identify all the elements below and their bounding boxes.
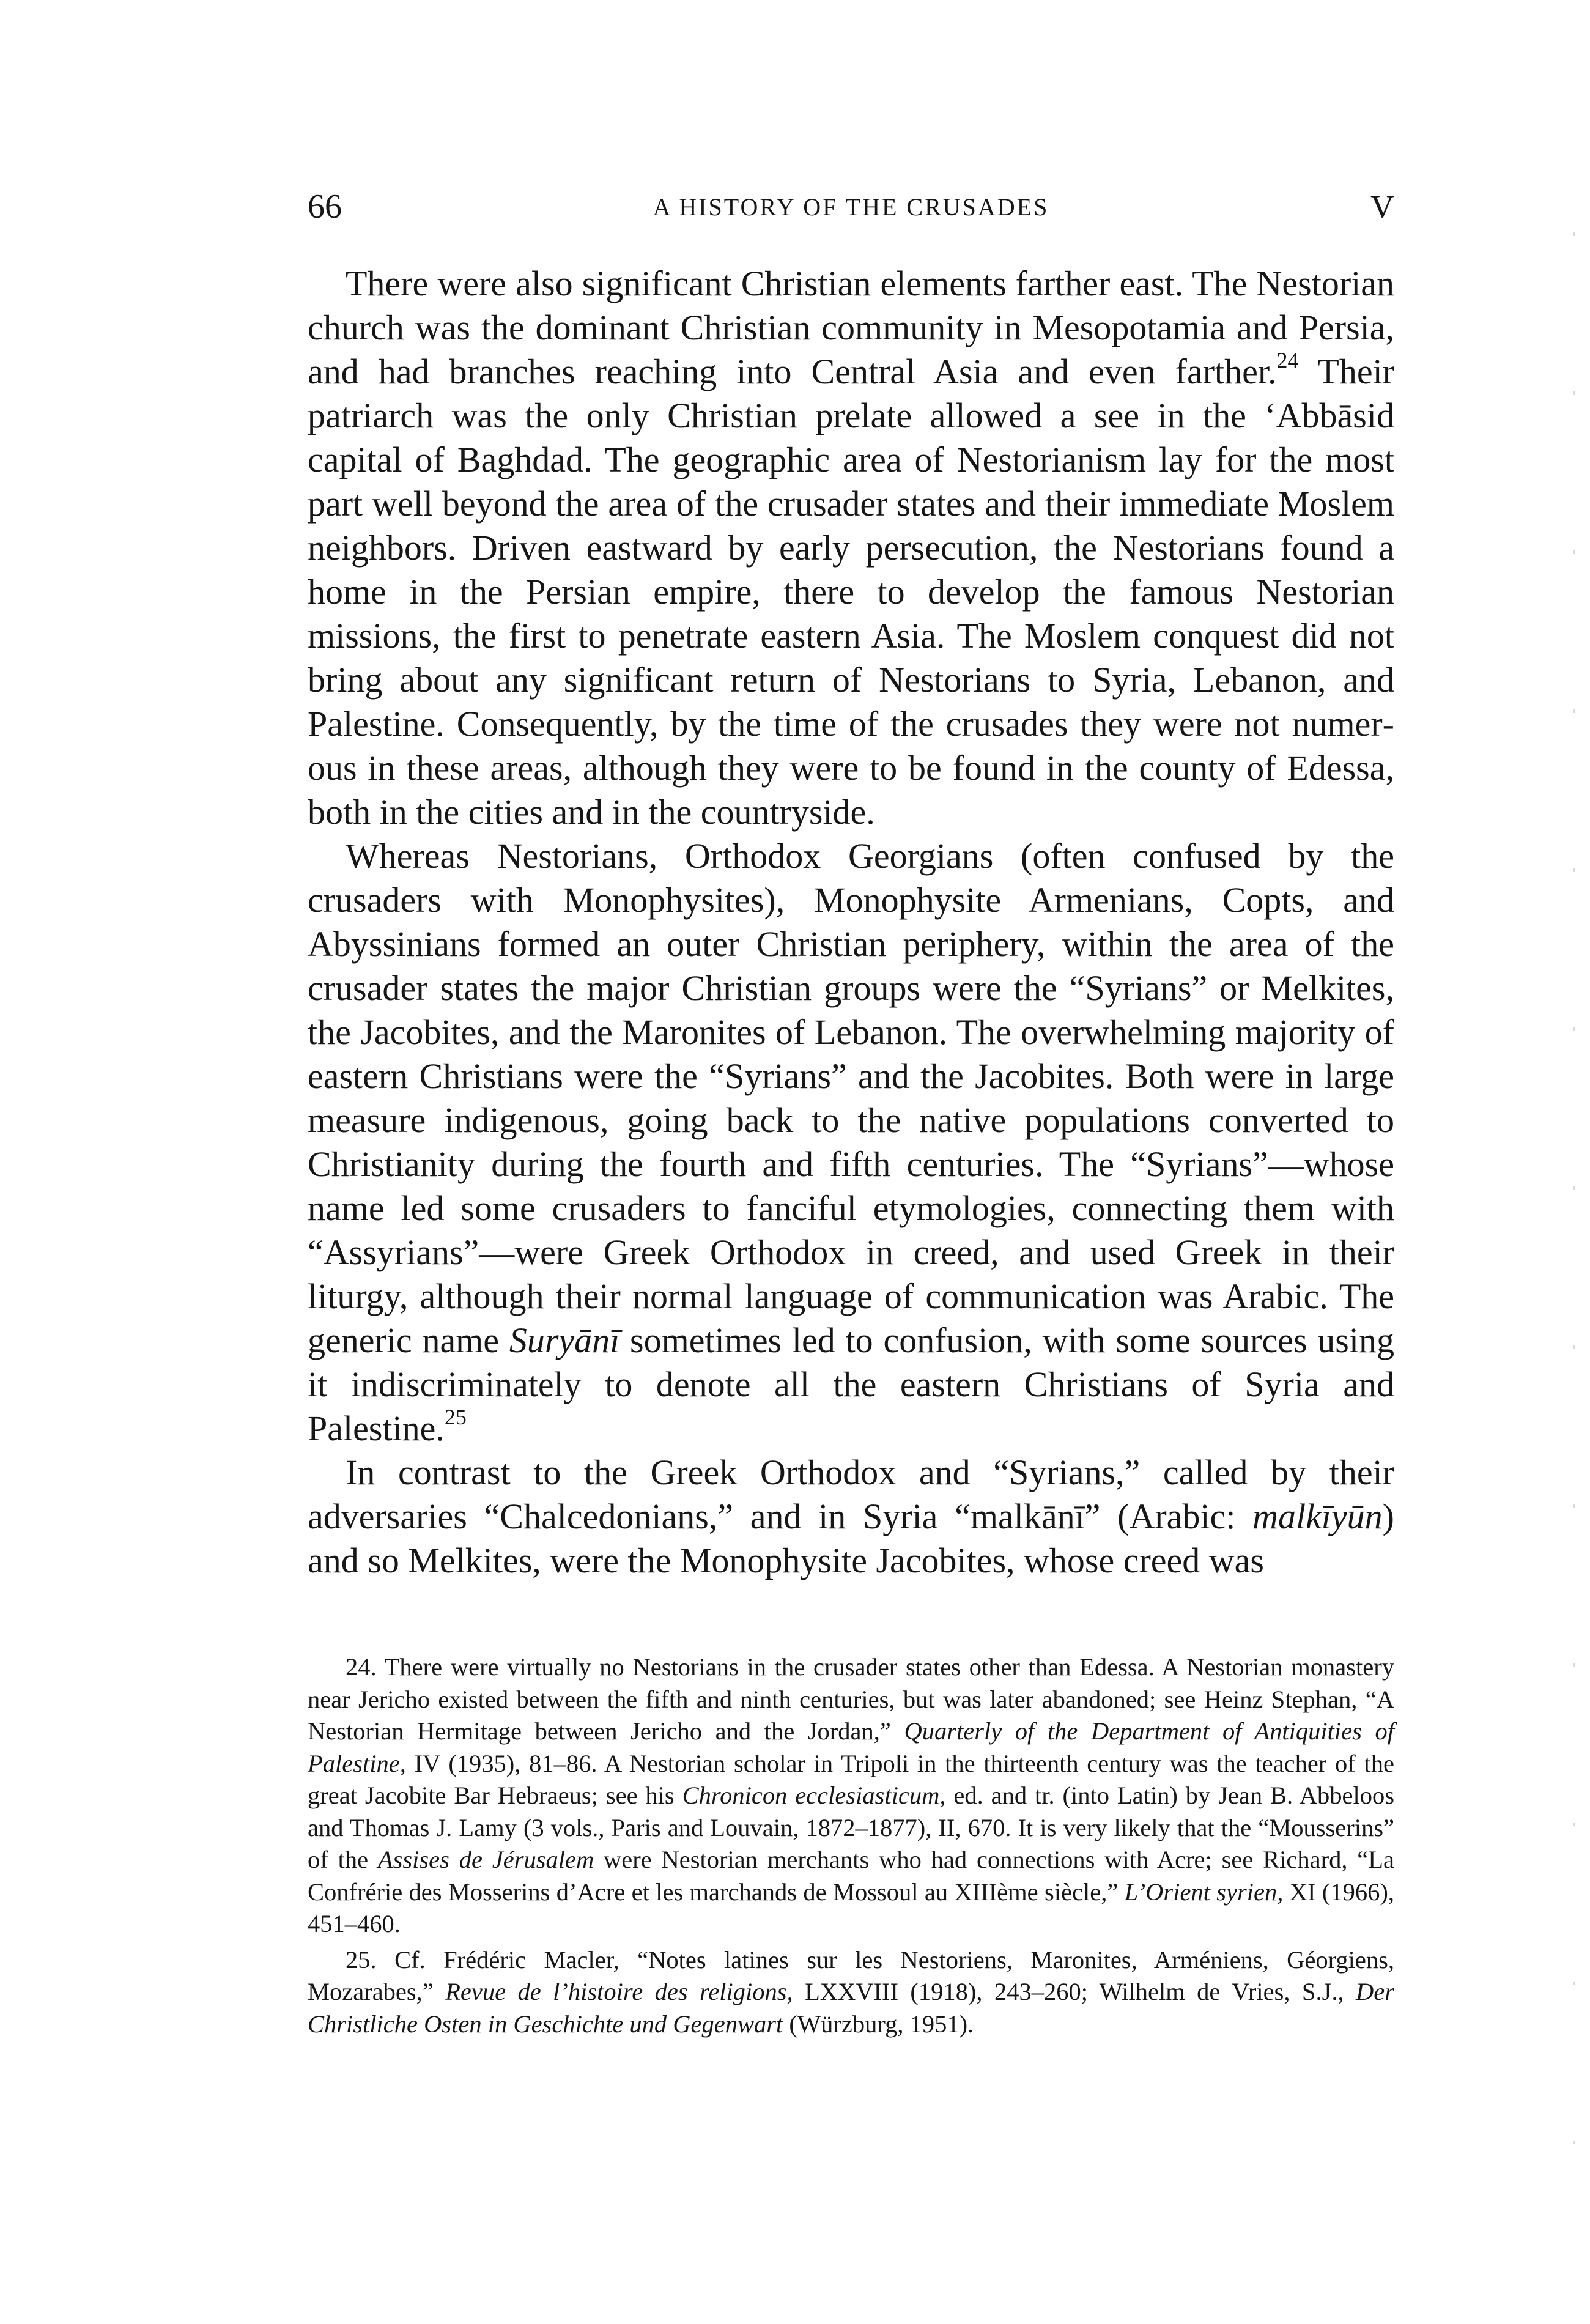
running-title: A HISTORY OF THE CRUSADES [653,193,1049,221]
footnote-text: IV (1935), 81–86. A Nestorian scholar in Tripoli in the thirteenth century was the teacher of the great Jacobite Bar Hebraeus; see his [308,1749,1394,1809]
italic-term: Suryānī [509,1320,620,1360]
footnote-text: ed. and tr. (into Latin) by Jean B. Abbeloos and Thomas J. Lamy (3 vols., Paris and Louvain, 1872–1877), II, 670. It is very likely that the “Mousserins” of the [308,1782,1394,1873]
paragraph-christian-groups [308,834,1394,1451]
paragraph-jacobites [308,1451,1394,1583]
footnote-text: XI (1966), 451–460. [308,1878,1394,1937]
footnote-ref-24: 24 [1276,348,1299,373]
paragraph-text: sometimes led to confusion, with some sources using it indiscriminately to denote all the eastern Christians of Syria and Palestine. [308,1320,1394,1448]
running-head [308,188,1394,225]
chapter-number: V [1370,188,1394,225]
footnote-text: were Nestorian merchants who had connections with Acre; see Richard, “La Confrérie des Mosserins d’Acre et les marchands de Mossoul au XIIIème siècle,” [308,1846,1394,1906]
page-number: 66 [308,188,342,226]
footnotes [308,1651,1394,2044]
footnote-italic: Chronicon ecclesiasticum, [682,1782,946,1809]
body-text [308,262,1394,1583]
footnote-25 [308,1944,1394,2041]
footnote-italic: L’Orient syrien, [1124,1878,1284,1906]
footnote-italic: Assises de Jérusalem [377,1846,594,1873]
scan-edge-specks [1573,122,1575,2202]
paragraph-nestorians [308,262,1394,834]
footnote-24 [308,1651,1394,1941]
footnote-text: 24. There were virtually no Nestorians in the crusader states other than Edessa. A Nestorian monastery near Jericho existed between the fifth and ninth centuries, but was later abandoned; see Heinz Stephan, “A Nestorian Hermitage between Jericho and the Jordan,” [308,1653,1394,1745]
italic-term: malkīyūn [1252,1497,1383,1536]
paragraph-text: ) and so Melkites, were the Monophysite Jacobites, whose creed was [308,1497,1394,1580]
footnote-ref-25: 25 [444,1405,467,1430]
footnote-italic: Revue de l’histoire des religions, [445,1978,793,2005]
paragraph-text: In contrast to the Greek Orthodox and “Syrians,” called by their adversaries “Chalcedonians,” and in Syria “malkānī” (Arabic: [308,1452,1394,1536]
footnote-italic: Der Christliche Osten in Geschichte und Gegenwart [308,1978,1394,2038]
paragraph-text: There were also significant Christian elements farther east. The Nestorian church was the dominant Christian community in Mesopotamia and Persia, and had branches reaching into Central Asia and even farther. [308,264,1394,391]
paragraph-text: Their patriarch was the only Christian prelate allowed a see in the ‘Abbāsid capital of Baghdad. The geographic area of Nestorianism lay for the most part well beyond the area of the crusader states and their immediate Moslem neighbors. Driven eastward by early persecution, the Nestorians found a home in the Persian empire, there to develop the famous Nestorian missions, the first to penetrate eastern Asia. The Moslem conquest did not bring about any significant return of Nestorians to Syria, Lebanon, and Palestine. Consequently, by the time of the crusades they were not numerous in these areas, although they were to be found in the county of Edessa, both in the cities and in the countryside. [308,352,1394,832]
footnote-text: 25. Cf. Frédéric Macler, “Notes latines sur les Nestoriens, Maronites, Arméniens, Géorgiens, Mozarabes,” [308,1945,1394,2005]
footnote-text: LXXVIII (1918), 243–260; Wilhelm de Vries, S.J., [793,1978,1356,2005]
paragraph-text: Whereas Nestorians, Orthodox Georgians (often confused by the crusaders with Monophysites), Monophysite Armenians, Copts, and Abyssinians formed an outer Christian periphery, within the area of the crusader states the major Christian groups were the “Syrians” or Melkites, the Jacobites, and the Maronites of Lebanon. The overwhelming majority of eastern Christians were the “Syrians” and the Jacobites. Both were in large measure indigenous, going back to the native populations converted to Christianity during the fourth and fifth centuries. The “Syrians”—whose name led some crusaders to fanciful etymologies, connecting them with “Assyrians”—were Greek Orthodox in creed, and used Greek in their liturgy, although their normal language of communication was Arabic. The generic name [308,836,1394,1360]
footnote-italic: Quarterly of the Department of Antiquities of Palestine, [308,1717,1394,1777]
footnote-text: (Würzburg, 1951). [783,2010,974,2038]
